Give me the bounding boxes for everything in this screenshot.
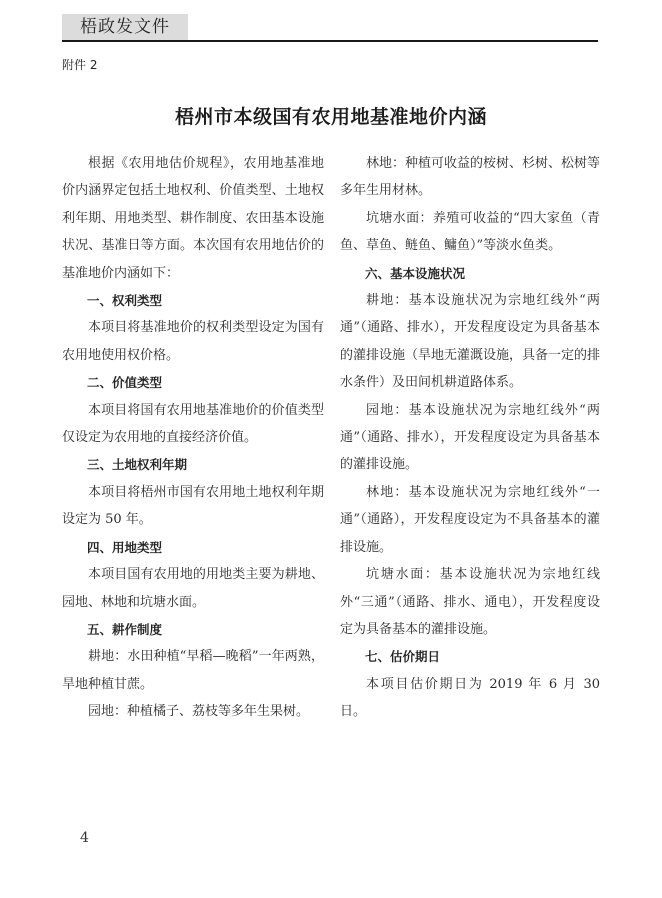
section-text-rights-type: 本项目将基准地价的权利类型设定为国有农用地使用权价格。: [62, 320, 324, 363]
intro-paragraph: 根据《农用地估价规程》，农用地基准地价内涵界定包括土地权利、价值类型、土地权利年期、用地类型、耕作制度、农田基本设施状况、基准日等方面。本次国有农用地估价的基准地价内涵如下：: [62, 156, 324, 281]
section-heading-rights-term: 三、土地权利年期: [87, 457, 188, 473]
section-text-infra-forest: 林地：基本设施状况为宗地红线外“一通”（通路），开发程度设定为不具备基本的灌排设施。: [340, 484, 600, 555]
right-column: [340, 150, 600, 726]
left-column: [62, 150, 324, 726]
document-header-box: [62, 14, 188, 40]
section-text-farming-pond: 坑塘水面：养殖可收益的“四大家鱼（青鱼、草鱼、鲢鱼、鳙鱼）”等淡水鱼类。: [340, 210, 600, 254]
section-heading-rights-type: 一、权利类型: [87, 293, 163, 309]
section-text-value-type: 本项目将国有农用地基准地价的价值类型仅设定为农用地的直接经济价值。: [62, 402, 324, 446]
section-text-valuation-date: 本项目估价期日为 2019 年 6 月 30 日。: [340, 676, 600, 720]
attachment-label: 附件 2: [62, 58, 98, 72]
document-header-label: 梧政发文件: [80, 17, 170, 37]
section-text-farming-cultivated: 耕地：水田种植“早稻—晚稻”一年两熟，旱地种植甘蔗。: [62, 649, 324, 692]
section-heading-infrastructure: 六、基本设施状况: [365, 265, 466, 281]
page-number: 4: [80, 830, 89, 846]
section-text-farming-forest: 林地：种植可收益的桉树、杉树、松树等多年生用材林。: [340, 156, 601, 199]
section-text-rights-term: 本项目将梧州市国有农用地土地权利年期设定为 50 年。: [62, 484, 324, 528]
document-title: 梧州市本级国有农用地基准地价内涵: [174, 106, 487, 128]
section-text-land-use-type: 本项目国有农用地的用地类主要为耕地、园地、林地和坑塘水面。: [62, 567, 324, 610]
section-heading-farming-system: 五、耕作制度: [87, 621, 163, 637]
header-divider: [62, 40, 598, 42]
section-text-infra-cultivated: 耕地：基本设施状况为宗地红线外“两通”（通路、排水），开发程度设定为具备基本的灌排设施（旱地无灌溉设施，具备一定的排水条件）及田间机耕道路体系。: [340, 293, 601, 391]
section-heading-valuation-date: 七、估价期日: [365, 649, 441, 665]
section-heading-land-use-type: 四、用地类型: [87, 539, 163, 555]
section-text-farming-garden: 园地：种植橘子、荔枝等多年生果树。: [88, 704, 310, 720]
section-heading-value-type: 二、价值类型: [87, 375, 163, 391]
section-text-infra-pond: 坑塘水面：基本设施状况为宗地红线外“三通”（通路、排水、通电），开发程度设定为具备基本的灌排设施。: [340, 567, 600, 637]
section-text-infra-garden: 园地：基本设施状况为宗地红线外“两通”（通路、排水），开发程度设定为具备基本的灌排设施。: [340, 402, 600, 473]
